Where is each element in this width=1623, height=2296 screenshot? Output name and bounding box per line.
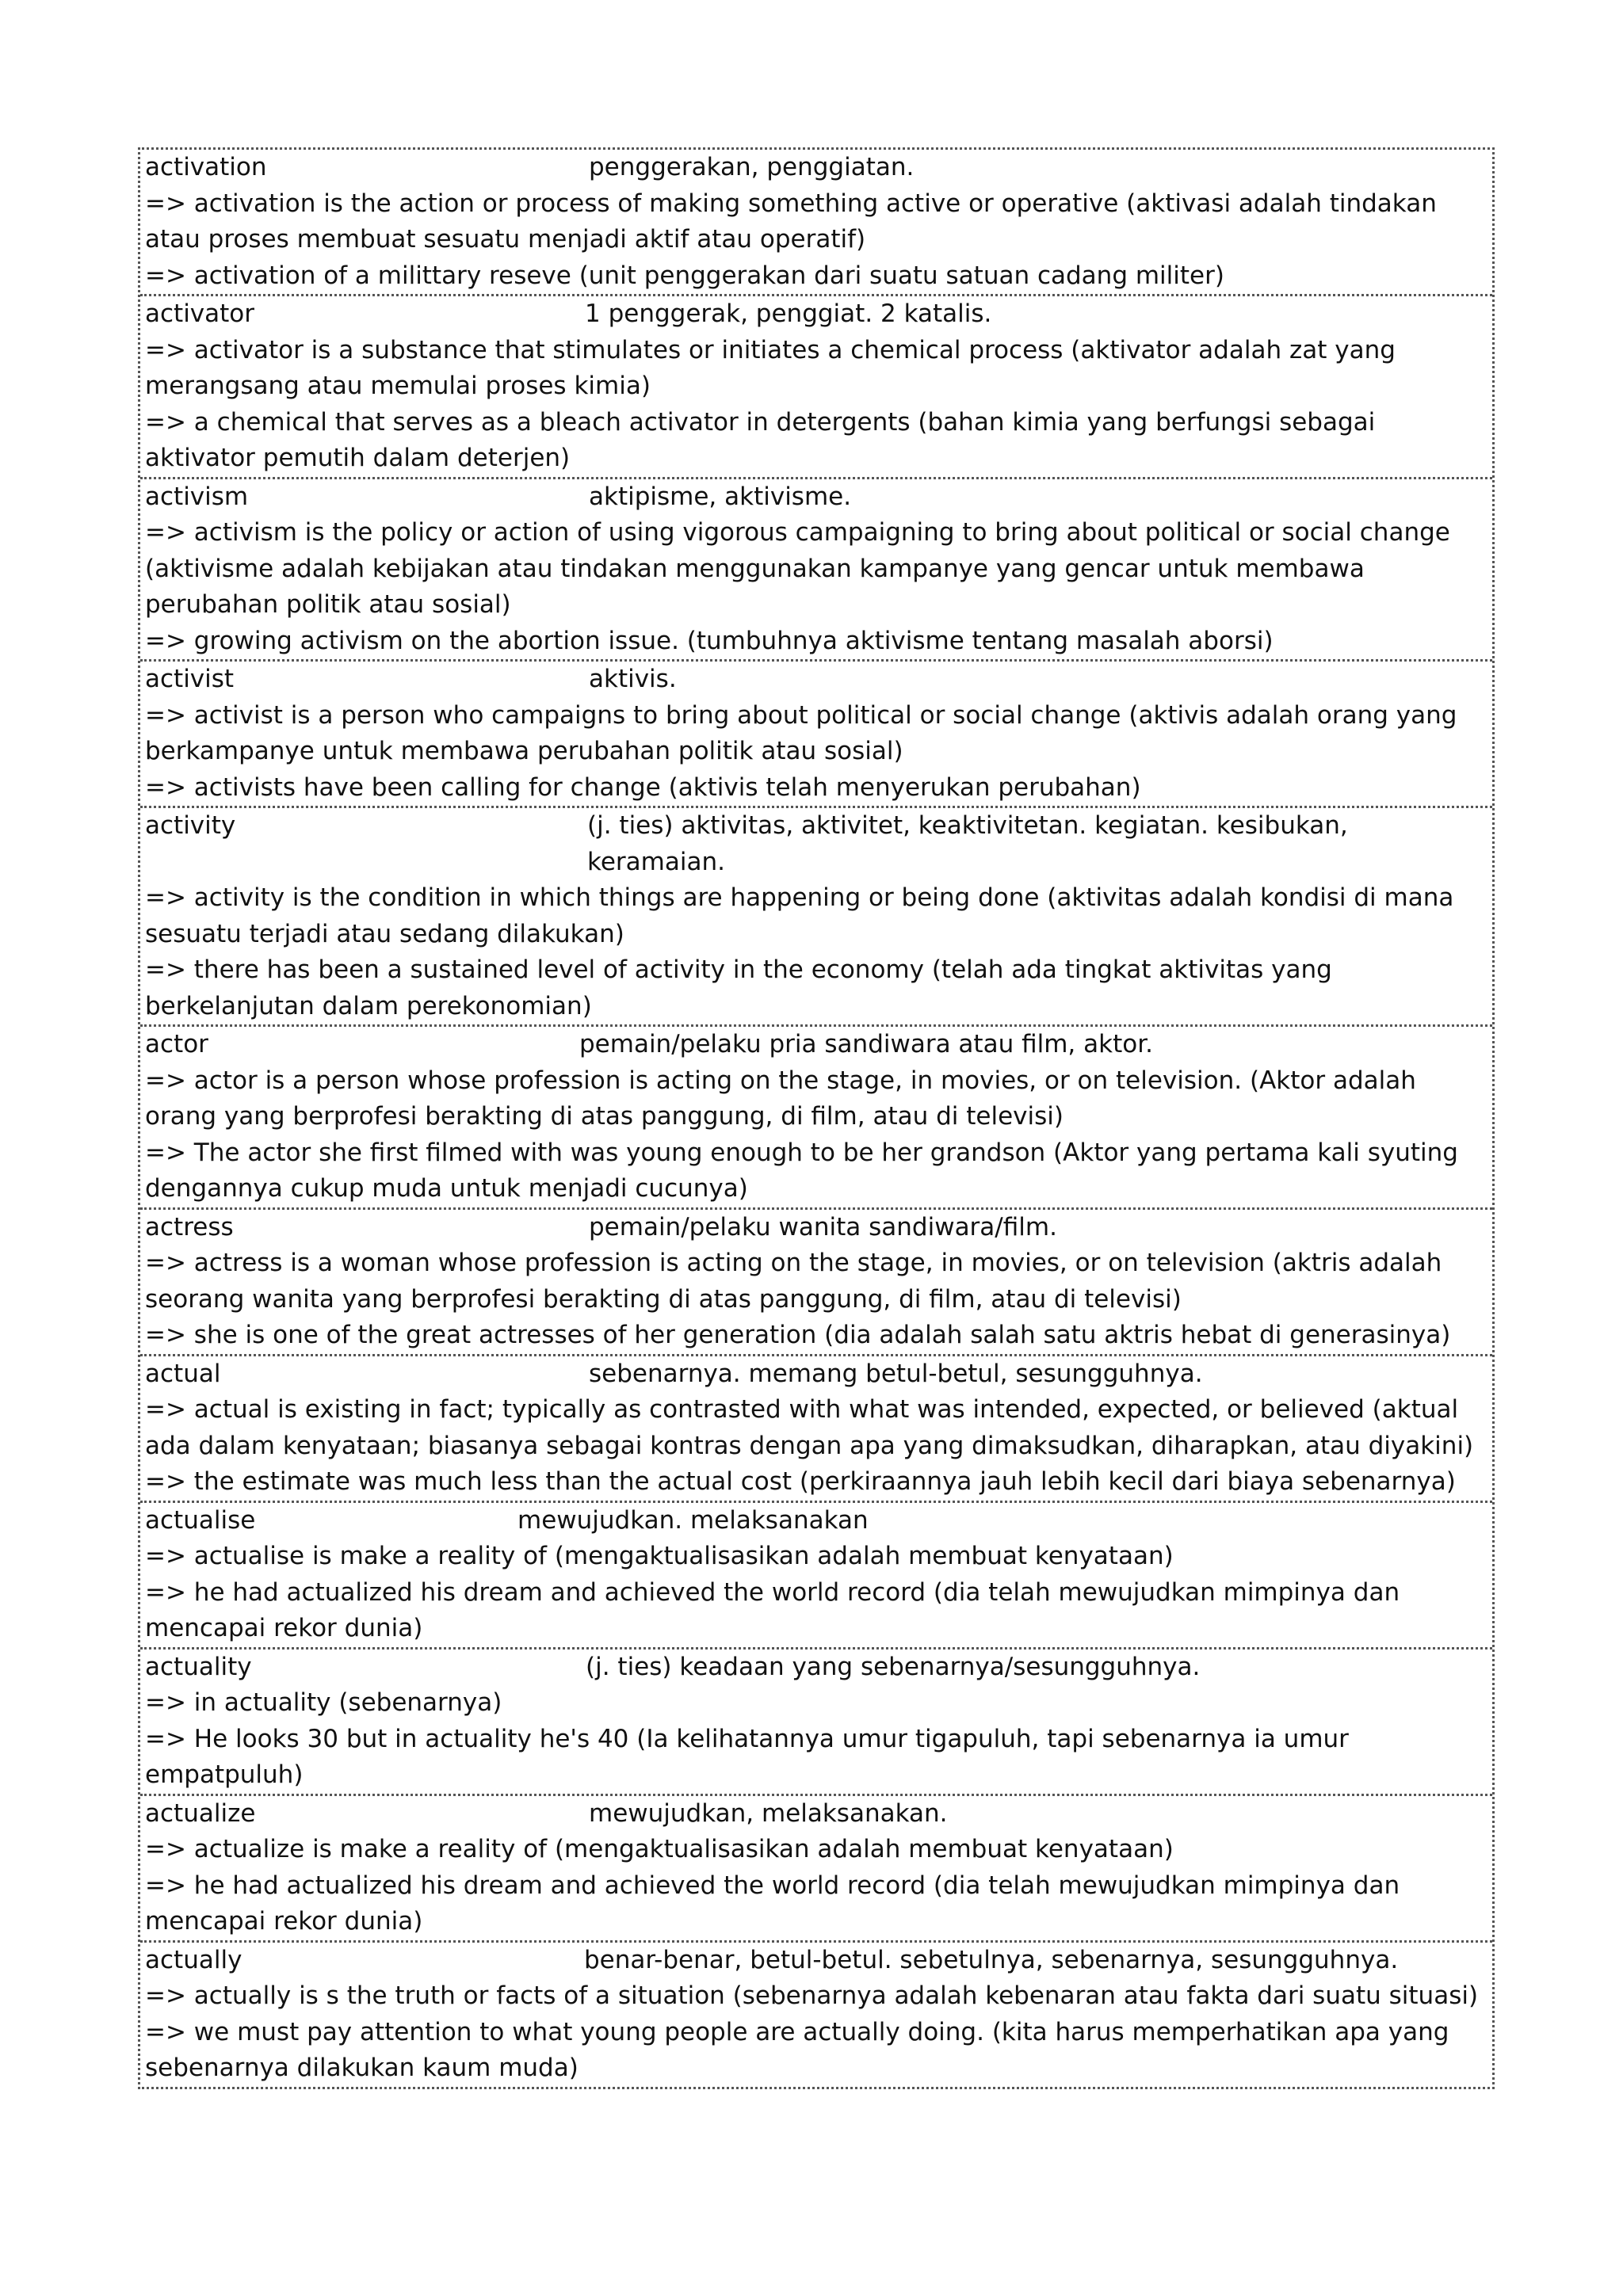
entry-example: => activists have been calling for change (aktivis telah menyerukan perubahan) (145, 772, 1141, 802)
entry-example: => growing activism on the abortion issue. (tumbuhnya aktivisme tentang masalah aborsi) (145, 626, 1274, 655)
entry-definition: => activism is the policy or action of using vigorous campaigning to bring about political or social change (aktivisme adalah kebijakan atau tindakan menggunakan kampanye yang gencar untuk membawa perubahan politik atau sosial) (145, 518, 1450, 619)
entry-definition: => activist is a person who campaigns to bring about political or social change (aktivis adalah orang yang berkampanye untuk membawa perubahan politik atau sosial) (145, 700, 1457, 765)
entry-word: activism (145, 482, 249, 511)
entry-meaning: (j. ties) keadaan yang sebenarnya/sesungguhnya. (586, 1652, 1201, 1681)
dictionary-entry (140, 806, 1492, 1024)
entry-example: => she is one of the great actresses of her generation (dia adalah salah satu aktris hebat di generasinya) (145, 1321, 1451, 1349)
entry-definition: => actor is a person whose profession is acting on the stage, in movies, or on television. (Aktor adalah orang yang berprofesi berakting di atas panggung, di film, atau di televisi) (145, 1066, 1416, 1131)
entry-example: => He looks 30 but in actuality he's 40 (Ia kelihatannya umur tigapuluh, tapi sebenarnya ia umur empatpuluh) (145, 1724, 1349, 1789)
entry-definition: => actually is s the truth or facts of a situation (sebenarnya adalah kebenaran atau fakta dari suatu situasi) (145, 1981, 1479, 2010)
entry-example: => we must pay attention to what young people are actually doing. (kita harus memperhatikan apa yang sebenarnya dilakukan kaum muda) (145, 2017, 1449, 2082)
dictionary-table (138, 147, 1495, 2089)
entry-headline (145, 1503, 1487, 1539)
entry-meaning: sebenarnya. memang betul-betul, sesungguhnya. (589, 1359, 1203, 1388)
dictionary-entry (140, 1207, 1492, 1354)
entry-headline (145, 1943, 1487, 1979)
entry-word: actuality (145, 1652, 252, 1681)
entry-headline (145, 1210, 1487, 1246)
entry-headline (145, 1027, 1487, 1063)
entry-meaning: 1 penggerak, penggiat. 2 katalis. (585, 299, 992, 328)
entry-headline (145, 662, 1487, 698)
entry-word: actualise (145, 1505, 256, 1535)
entry-meaning: aktipisme, aktivisme. (589, 482, 852, 511)
entry-word: actress (145, 1212, 234, 1241)
entry-example: => he had actualized his dream and achieved the world record (dia telah mewujudkan mimpinya dan mencapai rekor dunia) (145, 1577, 1400, 1642)
entry-meaning: mewujudkan. melaksanakan (517, 1505, 869, 1535)
entry-definition: => in actuality (sebenarnya) (145, 1688, 502, 1717)
entry-meaning: penggerakan, penggiatan. (589, 153, 915, 181)
dictionary-entry (140, 1501, 1492, 1647)
entry-meaning: pemain/pelaku pria sandiwara atau film, aktor. (579, 1030, 1153, 1058)
entry-word: actual (145, 1359, 221, 1388)
entry-headline (145, 808, 1487, 880)
dictionary-entry (140, 1794, 1492, 1940)
entry-definition: => activator is a substance that stimulates or initiates a chemical process (aktivator adalah zat yang merangsang atau memulai proses kimia) (145, 335, 1396, 400)
dictionary-entry (140, 477, 1492, 660)
entry-headline (145, 150, 1487, 186)
entry-word: actor (145, 1030, 208, 1058)
entry-meaning: mewujudkan, melaksanakan. (589, 1798, 948, 1828)
entry-word: activity (145, 811, 236, 840)
entry-meaning: aktivis. (589, 665, 677, 693)
entry-word: actually (145, 1945, 242, 1974)
entry-headline (145, 1650, 1487, 1686)
entry-example: => a chemical that serves as a bleach activator in detergents (bahan kimia yang berfungsi sebagai aktivator pemutih dalam deterjen) (145, 407, 1376, 472)
dictionary-entry (140, 659, 1492, 806)
entry-word: actualize (145, 1798, 256, 1828)
dictionary-entry (140, 1940, 1492, 2087)
entry-definition: => actualize is make a reality of (mengaktualisasikan adalah membuat kenyataan) (145, 1835, 1174, 1863)
entry-word: activation (145, 153, 267, 181)
entry-definition: => actual is existing in fact; typically as contrasted with what was intended, expected, or believed (aktual ada dalam kenyataan; biasanya sebagai kontras dengan apa yang dimaksudkan, diharapkan, atau diyakini) (145, 1395, 1474, 1460)
entry-definition: => activation is the action or process of making something active or operative (aktivasi adalah tindakan atau proses membuat sesuatu menjadi aktif atau operatif) (145, 189, 1437, 254)
entry-word: activator (145, 299, 255, 328)
entry-meaning: pemain/pelaku wanita sandiwara/film. (589, 1212, 1057, 1241)
dictionary-entry (140, 1647, 1492, 1794)
entry-example: => activation of a milittary reseve (unit penggerakan dari suatu satuan cadang militer) (145, 261, 1224, 290)
entry-meaning: (j. ties) aktivitas, aktivitet, keaktivitetan. kegiatan. kesibukan, keramaian. (587, 811, 1348, 876)
entry-headline (145, 296, 1487, 333)
entry-headline (145, 1356, 1487, 1393)
entry-headline (145, 1796, 1487, 1833)
entry-word: activist (145, 665, 235, 693)
dictionary-entry (140, 150, 1492, 294)
entry-example: => there has been a sustained level of activity in the economy (telah ada tingkat aktivitas yang berkelanjutan dalam perekonomian) (145, 955, 1332, 1020)
dictionary-entry (140, 294, 1492, 477)
entry-definition: => actualise is make a reality of (mengaktualisasikan adalah membuat kenyataan) (145, 1542, 1174, 1570)
entry-meaning: benar-benar, betul-betul. sebetulnya, sebenarnya, sesungguhnya. (584, 1945, 1399, 1974)
entry-definition: => activity is the condition in which things are happening or being done (aktivitas adalah kondisi di mana sesuatu terjadi atau sedang dilakukan) (145, 883, 1454, 948)
dictionary-entry (140, 1354, 1492, 1501)
entry-example: => the estimate was much less than the actual cost (perkiraannya jauh lebih kecil dari biaya sebenarnya) (145, 1467, 1456, 1496)
entry-definition: => actress is a woman whose profession is acting on the stage, in movies, or on television (aktris adalah seorang wanita yang berprofesi berakting di atas panggung, di film, atau di televisi) (145, 1249, 1442, 1314)
entry-example: => he had actualized his dream and achieved the world record (dia telah mewujudkan mimpinya dan mencapai rekor dunia) (145, 1871, 1400, 1936)
dictionary-entry (140, 1024, 1492, 1207)
entry-example: => The actor she first filmed with was young enough to be her grandson (Aktor yang pertama kali syuting dengannya cukup muda untuk menjadi cucunya) (145, 1138, 1458, 1203)
entry-headline (145, 479, 1487, 516)
